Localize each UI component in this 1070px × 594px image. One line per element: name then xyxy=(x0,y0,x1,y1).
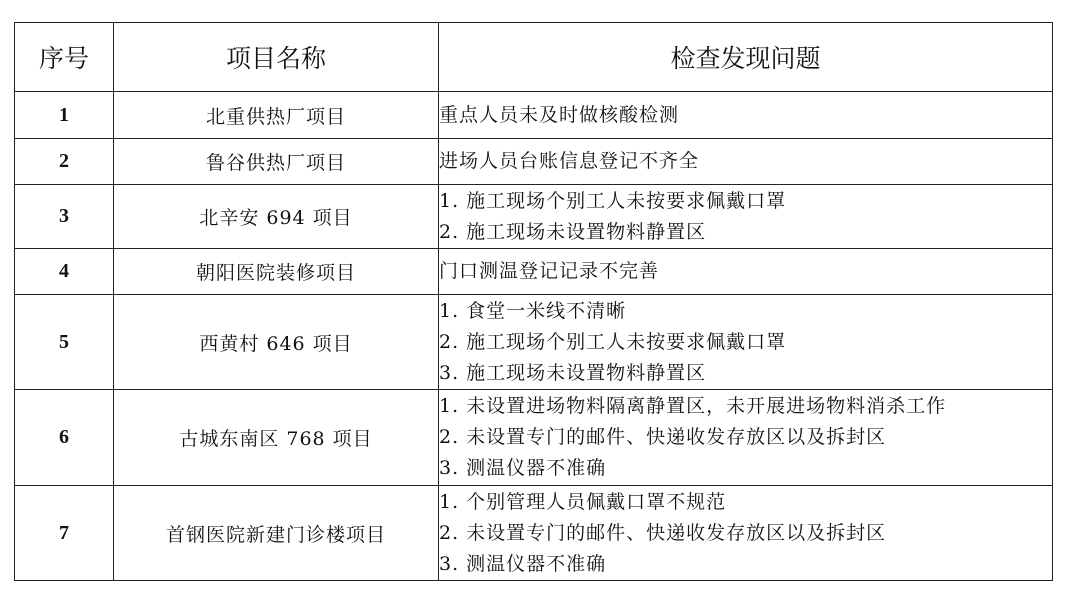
table-row xyxy=(15,185,1053,249)
row-number: 6 xyxy=(15,390,114,486)
issues-cell xyxy=(439,295,1053,390)
row-number: 4 xyxy=(15,249,114,295)
header-issues-found: 检查发现问题 xyxy=(439,23,1053,92)
issues-cell xyxy=(439,92,1053,139)
issue-item: 进场人员台账信息登记不齐全 xyxy=(439,150,700,172)
issue-item: 1. 施工现场个别工人未按要求佩戴口罩 xyxy=(439,189,787,212)
row-number: 2 xyxy=(15,139,114,185)
issue-item: 1. 食堂一米线不清晰 xyxy=(439,299,627,322)
issue-item: 3. 测温仪器不准确 xyxy=(439,552,607,575)
row-number: 1 xyxy=(15,92,114,139)
header-project-name: 项目名称 xyxy=(114,23,439,92)
issue-item: 重点人员未及时做核酸检测 xyxy=(439,103,680,126)
issue-item: 3. 施工现场未设置物料静置区 xyxy=(439,361,707,384)
issue-item: 2. 未设置专门的邮件、快递收发存放区以及拆封区 xyxy=(439,426,887,448)
issue-item: 2. 未设置专门的邮件、快递收发存放区以及拆封区 xyxy=(439,521,887,544)
project-name: 朝阳医院装修项目 xyxy=(114,249,439,295)
project-name: 西黄村 646 项目 xyxy=(114,295,439,390)
issue-item: 2. 施工现场个别工人未按要求佩戴口罩 xyxy=(439,330,787,353)
header-serial-number: 序号 xyxy=(15,23,114,92)
row-number: 3 xyxy=(15,185,114,249)
table-row xyxy=(15,92,1053,139)
row-number: 7 xyxy=(15,486,114,581)
project-name: 首钢医院新建门诊楼项目 xyxy=(114,486,439,581)
table-row xyxy=(15,249,1053,295)
issue-item: 1. 未设置进场物料隔离静置区，未开展进场物料消杀工作 xyxy=(439,395,947,417)
table-row xyxy=(15,139,1053,185)
issue-item: 门口测温登记记录不完善 xyxy=(439,260,660,282)
issue-item: 1. 个别管理人员佩戴口罩不规范 xyxy=(439,490,727,513)
issue-item: 2. 施工现场未设置物料静置区 xyxy=(439,220,707,243)
issue-item: 3. 测温仪器不准确 xyxy=(439,457,607,479)
issues-cell xyxy=(439,139,1053,185)
inspection-table xyxy=(14,22,1053,581)
issues-cell xyxy=(439,390,1053,486)
issues-cell xyxy=(439,185,1053,249)
row-number: 5 xyxy=(15,295,114,390)
issues-cell xyxy=(439,249,1053,295)
project-name: 古城东南区 768 项目 xyxy=(114,390,439,486)
project-name: 北辛安 694 项目 xyxy=(114,185,439,249)
project-name: 北重供热厂项目 xyxy=(114,92,439,139)
table-row xyxy=(15,295,1053,390)
table-row xyxy=(15,390,1053,486)
project-name: 鲁谷供热厂项目 xyxy=(114,139,439,185)
table-header-row xyxy=(15,23,1053,92)
issues-cell xyxy=(439,486,1053,581)
table-row xyxy=(15,486,1053,581)
